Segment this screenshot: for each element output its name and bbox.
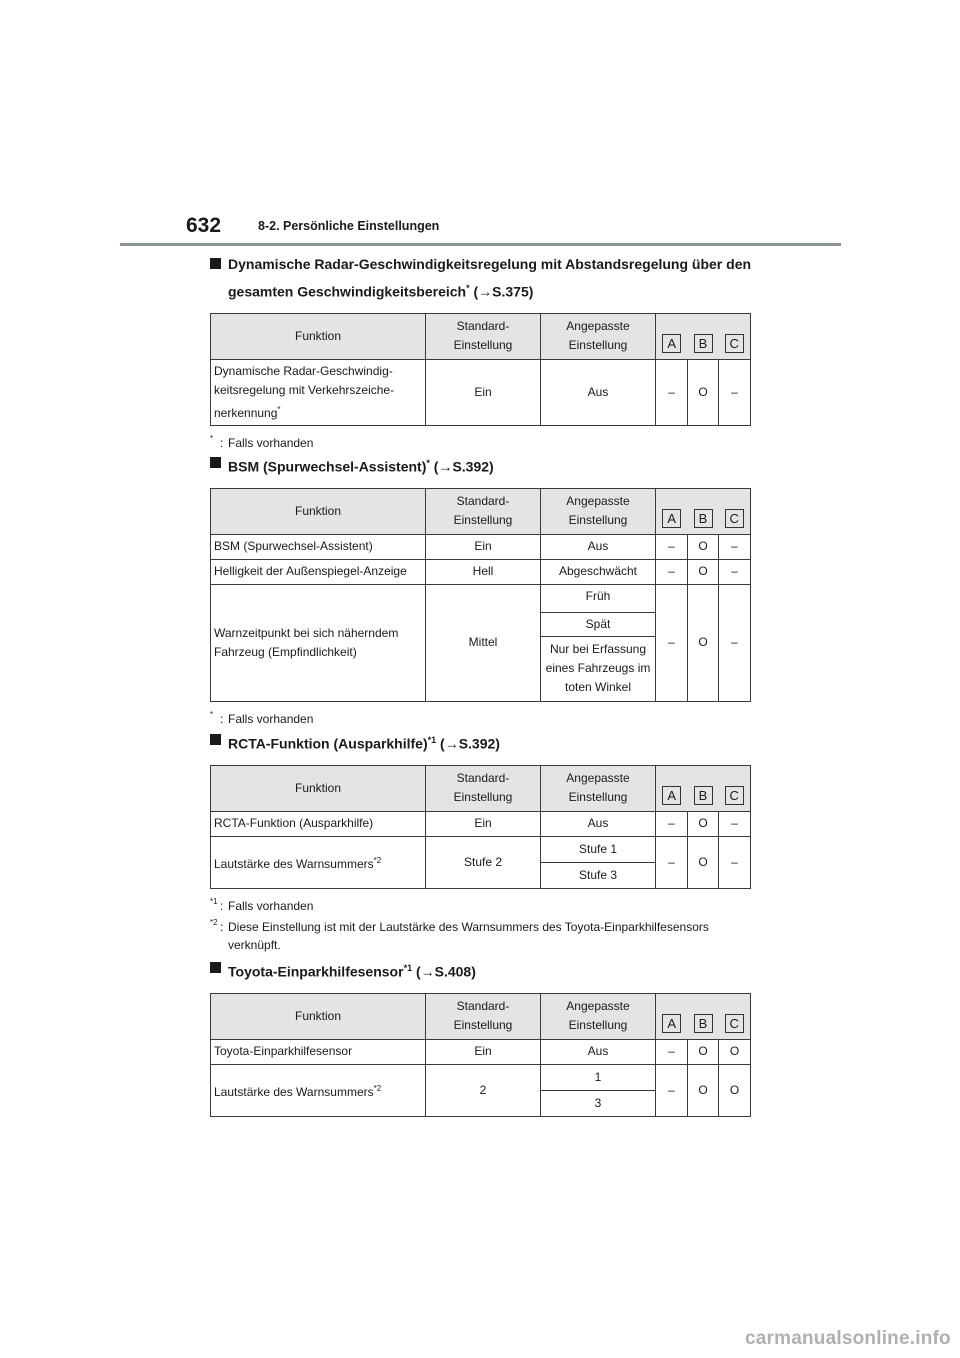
settings-table	[210, 993, 751, 1117]
cell-a: –	[656, 534, 688, 559]
cell-custom: Aus	[541, 1039, 656, 1064]
cell-funktion: BSM (Spurwechsel-Assistent)	[211, 534, 426, 559]
col-b	[688, 313, 719, 359]
cell-b: O	[688, 836, 719, 888]
cell-custom-option: Nur bei Erfassung eines Fahrzeugs im toten Winkel	[541, 636, 656, 701]
col-standard: Standard- Einstellung	[426, 313, 541, 359]
col-custom: Angepasste Einstellung	[541, 993, 656, 1039]
cell-custom-option: Stufe 3	[541, 862, 656, 888]
col-b	[688, 765, 719, 811]
title-sup: *1	[403, 963, 413, 973]
footnote: * : Falls vorhanden	[210, 709, 314, 726]
table-header-row	[211, 765, 751, 811]
col-c	[719, 488, 751, 534]
section-parking-sensor	[210, 956, 755, 1117]
square-bullet-icon	[210, 258, 221, 269]
cell-b: O	[688, 534, 719, 559]
letter-a-box: A	[662, 334, 681, 353]
title-sup: *1	[427, 735, 437, 745]
col-standard: Standard- Einstellung	[426, 488, 541, 534]
square-bullet-icon	[210, 457, 221, 468]
cell-custom-option: Spät	[541, 612, 656, 636]
cell-standard: 2	[426, 1064, 541, 1116]
section-title	[210, 252, 755, 304]
cell-funktion: RCTA-Funktion (Ausparkhilfe)	[211, 811, 426, 836]
section-title-text: Dynamische Radar-Geschwindigkeitsregelung mit Abstandsregelung über den gesamten Geschwindigkeitsbereich	[228, 256, 752, 300]
table-header-row	[211, 488, 751, 534]
col-b	[688, 993, 719, 1039]
cell-custom-option: Früh	[541, 584, 656, 612]
cell-standard: Ein	[426, 534, 541, 559]
cell-funktion: Toyota-Einparkhilfesensor	[211, 1039, 426, 1064]
page-reference: (→S.392)	[429, 458, 494, 475]
cell-c: –	[719, 359, 751, 425]
section-title	[210, 728, 755, 756]
col-custom: Angepasste Einstellung	[541, 488, 656, 534]
col-funktion: Funktion	[211, 993, 426, 1039]
page-reference: (→S.392)	[436, 735, 500, 752]
cell-funktion: Warnzeitpunkt bei sich näherndem Fahrzeug (Empfindlichkeit)	[211, 584, 426, 701]
col-a	[656, 993, 688, 1039]
col-a	[656, 488, 688, 534]
section-bsm	[210, 451, 755, 728]
letter-b-box: B	[694, 1014, 713, 1033]
cell-funktion: Lautstärke des Warnsummers$^{*2}$	[211, 836, 426, 888]
table-row	[211, 559, 751, 584]
table-row	[211, 836, 751, 862]
col-c	[719, 313, 751, 359]
section-radar-cruise	[210, 252, 755, 452]
section-title	[210, 451, 755, 479]
cell-standard: Ein	[426, 359, 541, 425]
cell-a: –	[656, 811, 688, 836]
cell-c: –	[719, 584, 751, 701]
cell-standard: Ein	[426, 1039, 541, 1064]
cell-standard: Mittel	[426, 584, 541, 701]
page-reference: (→S.375)	[469, 283, 534, 300]
page-number: 632	[186, 214, 222, 237]
cell-custom-option: 3	[541, 1090, 656, 1116]
table-row	[211, 1064, 751, 1090]
footnote: * : Falls vorhanden	[210, 433, 314, 450]
col-funktion: Funktion	[211, 765, 426, 811]
letter-c-box: C	[725, 509, 744, 528]
cell-custom-option: Stufe 1	[541, 836, 656, 862]
table-header-row	[211, 313, 751, 359]
cell-b: O	[688, 559, 719, 584]
square-bullet-icon	[210, 962, 221, 973]
cell-custom: Aus	[541, 359, 656, 425]
cell-a: –	[656, 359, 688, 425]
page-header: 8-2. Persönliche Einstellungen	[258, 219, 440, 233]
letter-a-box: A	[662, 786, 681, 805]
table-row	[211, 1039, 751, 1064]
settings-table	[210, 313, 751, 426]
cell-custom: Aus	[541, 811, 656, 836]
table-row	[211, 584, 751, 612]
section-title-text: BSM (Spurwechsel-Assistent)	[228, 458, 427, 475]
section-title-text: Toyota-Einparkhilfesensor	[228, 963, 404, 980]
col-c	[719, 993, 751, 1039]
square-bullet-icon	[210, 734, 221, 745]
cell-b: O	[688, 1064, 719, 1116]
cell-standard: Stufe 2	[426, 836, 541, 888]
col-a	[656, 765, 688, 811]
col-standard: Standard- Einstellung	[426, 765, 541, 811]
col-b	[688, 488, 719, 534]
letter-c-box: C	[725, 786, 744, 805]
cell-standard: Hell	[426, 559, 541, 584]
cell-standard: Ein	[426, 811, 541, 836]
cell-custom-option: 1	[541, 1064, 656, 1090]
letter-b-box: B	[694, 334, 713, 353]
cell-c: O	[719, 1064, 751, 1116]
cell-c: –	[719, 534, 751, 559]
cell-custom: Aus	[541, 534, 656, 559]
cell-funktion: Helligkeit der Außenspiegel-Anzeige	[211, 559, 426, 584]
col-c	[719, 765, 751, 811]
footnote: *1 : Falls vorhanden	[210, 896, 314, 913]
col-funktion: Funktion	[211, 313, 426, 359]
settings-table	[210, 765, 751, 889]
cell-c: –	[719, 811, 751, 836]
page-reference: (→S.408)	[412, 963, 476, 980]
letter-b-box: B	[694, 509, 713, 528]
col-custom: Angepasste Einstellung	[541, 313, 656, 359]
settings-table	[210, 488, 751, 702]
cell-b: O	[688, 359, 719, 425]
section-rcta	[210, 728, 755, 954]
cell-a: –	[656, 559, 688, 584]
cell-b: O	[688, 584, 719, 701]
title-sup: *	[466, 283, 470, 293]
cell-funktion: Lautstärke des Warnsummers$^{*2}$	[211, 1064, 426, 1116]
letter-a-box: A	[662, 1014, 681, 1033]
cell-b: O	[688, 1039, 719, 1064]
cell-a: –	[656, 1039, 688, 1064]
cell-b: O	[688, 811, 719, 836]
letter-a-box: A	[662, 509, 681, 528]
table-header-row	[211, 993, 751, 1039]
table-row	[211, 534, 751, 559]
section-title	[210, 956, 755, 984]
title-sup: *	[426, 458, 430, 468]
cell-c: –	[719, 559, 751, 584]
cell-custom: Abgeschwächt	[541, 559, 656, 584]
col-a	[656, 313, 688, 359]
table-row	[211, 359, 751, 425]
letter-c-box: C	[725, 1014, 744, 1033]
letter-c-box: C	[725, 334, 744, 353]
cell-a: –	[656, 836, 688, 888]
cell-c: O	[719, 1039, 751, 1064]
section-title-text: RCTA-Funktion (Ausparkhilfe)	[228, 735, 428, 752]
col-funktion: Funktion	[211, 488, 426, 534]
footnote: *2 : Diese Einstellung ist mit der Lautstärke des Warnsummers des Toyota-Einparkhilfesensors verknüpft.	[210, 917, 709, 952]
watermark: carmanualsonline.info	[745, 1328, 951, 1349]
col-standard: Standard- Einstellung	[426, 993, 541, 1039]
cell-a: –	[656, 1064, 688, 1116]
header-rule	[120, 243, 841, 246]
col-custom: Angepasste Einstellung	[541, 765, 656, 811]
cell-funktion: Dynamische Radar-Geschwindig-keitsregelung mit Verkehrszeiche-nerkennung*	[211, 359, 426, 425]
table-row	[211, 811, 751, 836]
letter-b-box: B	[694, 786, 713, 805]
cell-c: –	[719, 836, 751, 888]
cell-a: –	[656, 584, 688, 701]
